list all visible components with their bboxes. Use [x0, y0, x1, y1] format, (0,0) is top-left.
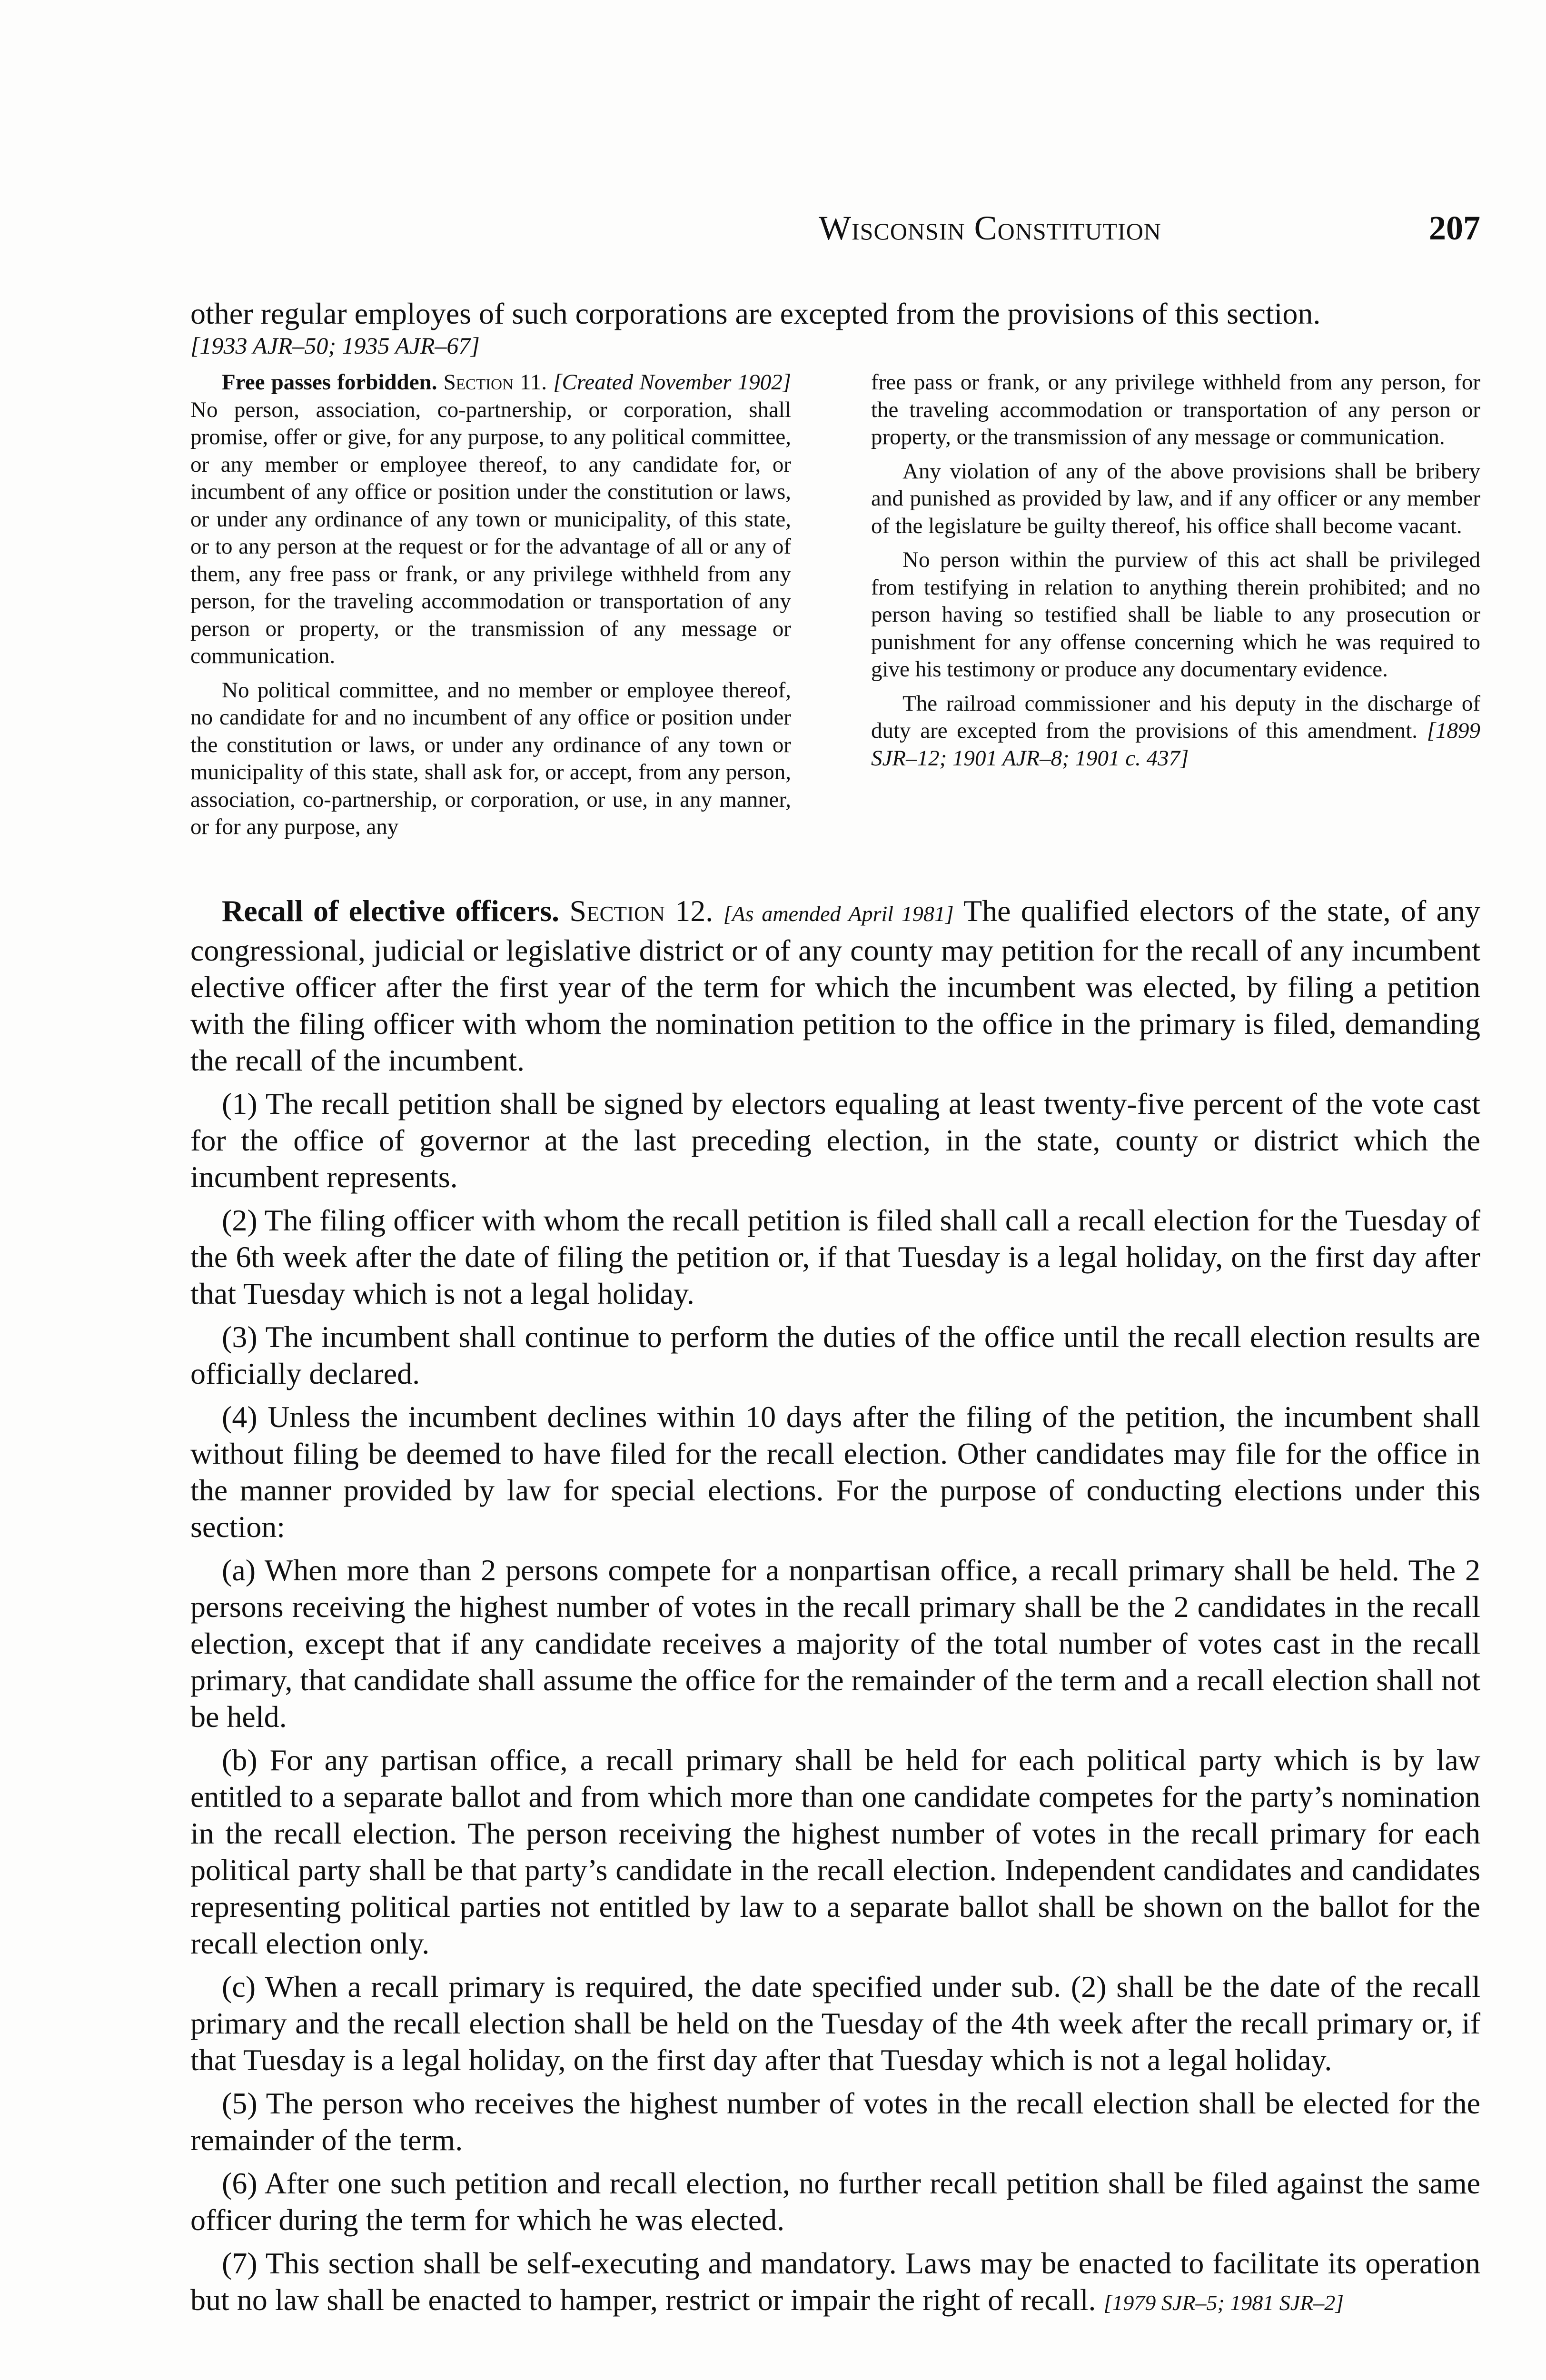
section-11-right-paragraph-4 — [871, 690, 1480, 773]
section-12-sub-2: (2) The filing officer with whom the recall petition is filed shall call a recall election for the Tuesday of the 6th week after the date of filing the petition or, if that Tuesday is a legal holiday, on the first day after that Tuesday which is not a legal holiday. — [190, 1203, 1480, 1310]
section-12-sub-3: (3) The incumbent shall continue to perform the duties of the office until the recall election results are officially declared. — [190, 1320, 1480, 1390]
section-12-sub-4a: (a) When more than 2 persons compete for a nonpartisan office, a recall primary shall be held. The 2 persons receiving the highest number of votes in the recall primary shall be the 2 candidates in the recall election, except that if any candidate receives a majority of the total number of votes cast in the recall primary, that candidate shall assume the office for the remainder of the term and a recall election shall not be held. — [190, 1553, 1480, 1734]
section-12-intro-text: The qualified electors of the state, of any congressional, judicial or legislative district or of any county may petition for the recall of any incumbent elective officer after the first year of the term for which the incumbent was elected, by filing a petition with the filing officer with whom the nomination petition to the office in the primary is filed, demanding the recall of the incumbent. — [190, 894, 1481, 1077]
section-11-created-note: [Created November 1902] — [553, 370, 792, 395]
section-12-sub-7 — [190, 2245, 1480, 2321]
section-12-citation: [1979 SJR–5; 1981 SJR–2] — [1103, 2291, 1344, 2315]
section-11-citation: [1899 SJR–12; 1901 AJR–8; 1901 c. 437] — [871, 718, 1480, 771]
section-12-sub-7-text: (7) This section shall be self-executing and mandatory. Laws may be enacted to facilitate its operation but no law shall be enacted to hamper, restrict or impair the right of recall. — [190, 2246, 1480, 2317]
section-12-sub-1: (1) The recall petition shall be signed by electors equaling at least twenty-five percent of the vote cast for the office of governor at the last preceding election, in the state, county or district which the incumbent represents. — [190, 1087, 1480, 1194]
section-12-sub-4: (4) Unless the incumbent declines within 10 days after the filing of the petition, the incumbent shall without filing be deemed to have filed for the recall election. Other candidates may file for the office in the manner provided by law for special elections. For the purpose of conducting elections under this section: — [190, 1400, 1480, 1544]
section-11-left-text-1: No person, association, co-partnership, or corporation, shall promise, offer or give, for any purpose, to any political committee, or any member or employee thereof, to any candidate for, or incumbent of any office or position under the constitution or laws, or under any ordinance of any town or municipality, of this state, or to any person at the request or for the advantage of all or any of them, any free pass or frank, or any privilege withheld from any person, for the traveling accommodation or transportation of any person or property, or the transmission of any message or communication. — [190, 397, 791, 668]
continuation-body: other regular employes of such corporations are excepted from the provisions of this section. — [190, 297, 1321, 330]
section-12-sub-4b: (b) For any partisan office, a recall primary shall be held for each political party which is by law entitled to a separate ballot and from which more than one candidate competes for the party’s nomination in the recall election. The person receiving the highest number of votes in the recall primary for each political party shall be that party’s candidate in the recall election. Independent candidates and candidates representing political parties not entitled by law to a separate ballot shall be shown on the ballot for the recall election only. — [190, 1743, 1480, 1960]
section-11-right-column — [871, 369, 1480, 772]
section-12-amended-note: [As amended April 1981] — [723, 902, 954, 926]
section-11-label: Section 11. — [443, 370, 547, 395]
running-header — [190, 208, 1480, 251]
section-12-label: Section 12. — [569, 894, 714, 928]
section-12-sub-4c: (c) When a recall primary is required, the date specified under sub. (2) shall be the date of the recall primary and the recall election shall be held on the Tuesday of the 4th week after the recall primary or, if that Tuesday is a legal holiday, on the first day after that Tuesday which is not a legal holiday. — [190, 1970, 1480, 2077]
section-12-heading: Recall of elective officers. — [222, 894, 560, 928]
section-11-right-paragraph-3: No person within the purview of this act shall be privileged from testifying in relation to anything therein prohibited; and no person having so testified shall be liable to any prosecution or punishment for any offense concerning which he was required to give his testimony or produce any documentary evidence. — [871, 547, 1480, 682]
section-11-paragraph-2: No political committee, and no member or employee thereof, no candidate for and no incumbent of any office or position under the constitution or laws, or under any ordinance of any town or municipality of this state, shall ask for, or accept, from any person, association, co-partnership, or corporation, or use, in any manner, or for any purpose, any — [190, 677, 791, 839]
continuation-text — [190, 295, 1480, 332]
section-11-paragraph-1 — [190, 369, 791, 670]
section-11-right-text-4: The railroad commissioner and his deputy in the discharge of duty are excepted from the provisions of this amendment. — [871, 691, 1480, 743]
section-12-sub-5: (5) The person who receives the highest number of votes in the recall election shall be elected for the remainder of the term. — [190, 2086, 1480, 2157]
section-12-sub-6: (6) After one such petition and recall election, no further recall petition shall be filed against the same officer during the term for which he was elected. — [190, 2166, 1480, 2237]
page-title: Wisconsin Constitution — [819, 209, 1161, 247]
section-12 — [190, 892, 1480, 2328]
section-11-right-paragraph-1: free pass or frank, or any privilege withheld from any person, for the traveling accommodation or transportation of any person or property, or the transmission of any message or communication. — [871, 370, 1480, 449]
continuation-citation: [1933 AJR–50; 1935 AJR–67] — [190, 332, 480, 359]
section-11-right-paragraph-2: Any violation of any of the above provisions shall be bribery and punished as provided by law, and if any officer or any member of the legislature be guilty thereof, his office shall become vacant. — [871, 458, 1480, 538]
section-11-left-column — [190, 369, 791, 841]
continuation-paragraph — [190, 295, 1480, 359]
section-11-heading: Free passes forbidden. — [222, 370, 437, 395]
section-12-intro — [190, 892, 1480, 1079]
page-number: 207 — [1429, 209, 1480, 247]
